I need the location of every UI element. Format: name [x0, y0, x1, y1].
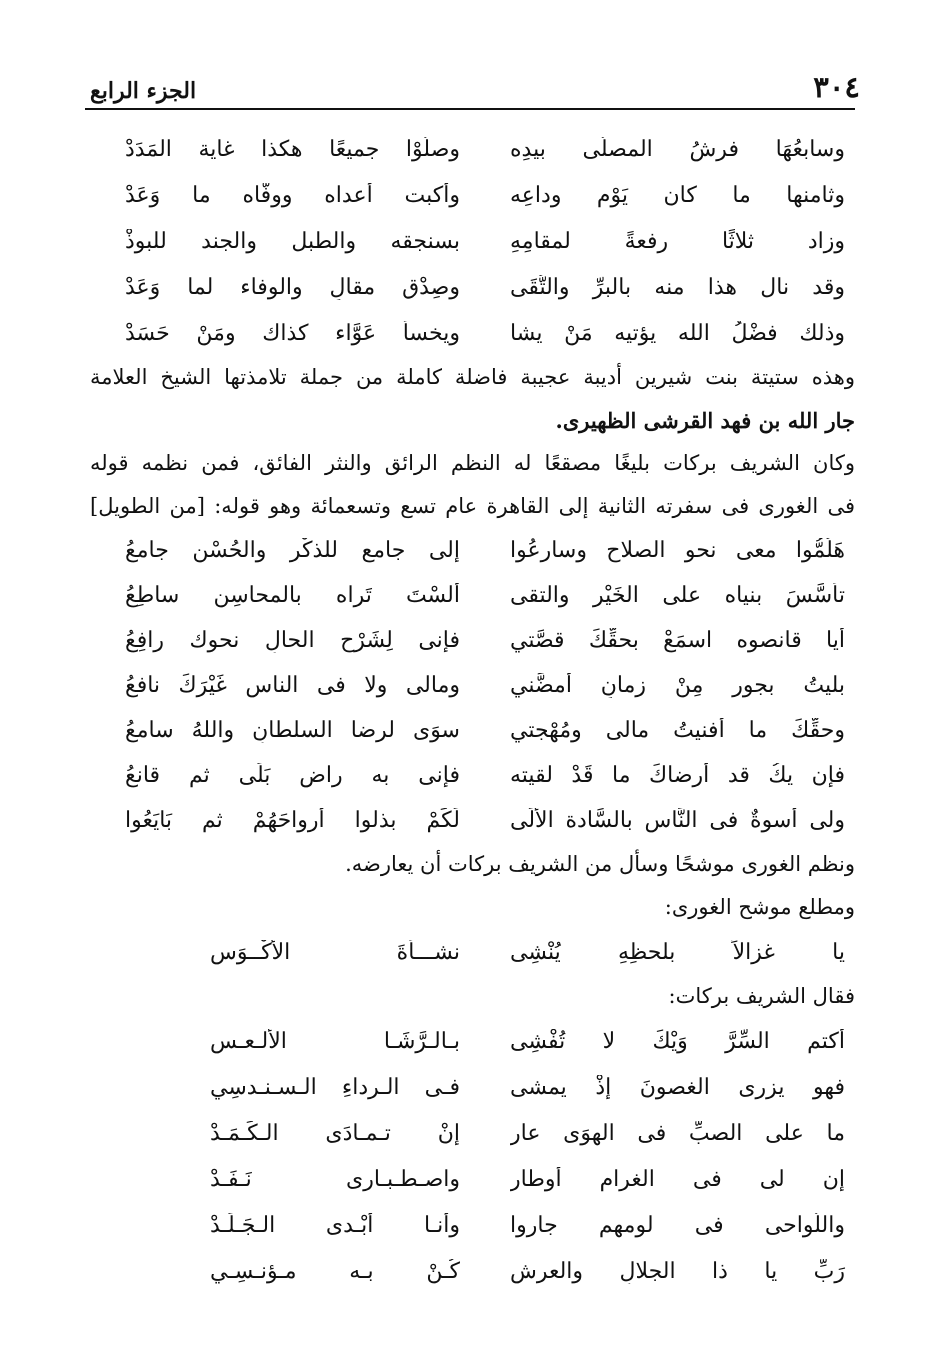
paragraph-line: ونظم الغورى موشحًا وسأل من الشريف بركات أن يعارضه. [345, 852, 855, 876]
first-hemistich: أكتم السِّرَّ وَيْكَ لا تُفْشِى [510, 1028, 845, 1054]
second-hemistich: وأنـا أبْـدى الـجَـلَـدْ [210, 1212, 460, 1238]
second-hemistich: وصلَّوْا جميعًا هكذا غاية المَدَدْ [125, 136, 460, 162]
second-hemistich: إلى جامعٍ للذكْرِ والحُسْن جامعُ [125, 538, 460, 563]
second-hemistich: إنْ تـمـادَى الـكَـمَـدْ [210, 1120, 460, 1146]
verse [90, 126, 855, 172]
second-hemistich: كُـنْ بـه مـؤنـسِـي [210, 1258, 460, 1284]
first-hemistich: وزاد ثلاثًا رفعةً لمقامِهِ [510, 228, 845, 254]
page-header [90, 60, 860, 104]
paragraph-line: فى الغورى فى سفرته الثانية إلى القاهرة عام تسع وتسعمائة وهو قوله: [من الطويل] [90, 494, 855, 518]
poem-2 [90, 528, 855, 843]
first-hemistich: فإن يكُ قد أرضاكَ ما قَدْ لقيته [510, 763, 845, 788]
muwashshah-opening-verse [90, 929, 855, 975]
verse [90, 1110, 855, 1156]
first-hemistich: تأسَّسَ بنياه على الخَيْرِ والتقى [510, 583, 845, 608]
page-number: ٣٠٤ [813, 70, 860, 104]
second-hemistich: بـالـرَّشَـا الألـعـسِ [210, 1028, 460, 1054]
second-hemistich: نشـــأةَ الأكْــوَسِ [210, 939, 460, 965]
second-hemistich: فإنى لِشَرْحِ الحالِ نحوك رافِعُ [125, 628, 460, 653]
verse [90, 618, 855, 663]
paragraph-line: وكان الشريف بركات بليغًا مصقعًا له النظم الرائق والنثر الفائق، فمن نظمه قوله [90, 451, 855, 475]
first-hemistich: فهو يزرى الغصونَ إذْ يمشى [510, 1074, 845, 1100]
paragraph-barakat [90, 442, 855, 528]
verse [90, 528, 855, 573]
first-hemistich: وحقِّكَ ما أفنيتُ مالى ومُهْجتي [510, 718, 845, 743]
first-hemistich: رَبِّ يا ذا الجلالِ والعرش [510, 1258, 845, 1284]
paragraph-line: وهذه ستيتة بنت شيرين أديبة عجيبة فاضلة كاملة من جملة تلامذتها الشيخ العلامة [90, 365, 855, 389]
paragraph-sitita [90, 356, 855, 442]
verse [90, 1018, 855, 1064]
second-hemistich: بسنجقه والطبل والجند للبوذْ [125, 228, 460, 254]
second-hemistich: وأكبت أعداه ووفَّاه ما وَعَدْ [125, 182, 460, 208]
verse [90, 1156, 855, 1202]
verse [90, 172, 855, 218]
page-body [90, 126, 855, 1294]
second-hemistich: ألسْتَ تَراه بالمحاسِنِ ساطِعُ [125, 583, 460, 608]
verse [90, 1202, 855, 1248]
paragraph-line: جار الله بن فهد القرشى الظهيرى. [555, 408, 855, 433]
paragraph-line: فقال الشريف بركات: [668, 984, 855, 1008]
first-hemistich: أيا قانصوه اسمَعْ بحقِّكَ قصَّتي [510, 628, 845, 653]
second-hemistich: واصـطـبـارى نَـفَـدْ [210, 1166, 460, 1192]
verse [90, 798, 855, 843]
paragraph-line: ومطلع موشح الغورى: [664, 895, 855, 919]
verse [90, 663, 855, 708]
first-hemistich: إن لى فى الغرامِ أوطار [510, 1166, 845, 1192]
first-hemistich: ولى أسوةٌ فى النَّاسِ بالسَّادة الألَى [510, 808, 845, 833]
verse [90, 753, 855, 798]
running-title: الجزء الرابع [90, 78, 197, 104]
first-hemistich: وقد نال هذا منه بالبرِّ والتُّقَى [510, 274, 845, 300]
second-hemistich: فـى الـرداءِ الـسـنـدسِي [210, 1074, 460, 1100]
poem-3 [90, 1018, 855, 1294]
first-hemistich: وثامنها ما كان يَوْم وداعِه [510, 182, 845, 208]
verse [90, 264, 855, 310]
paragraph-muwashshah [90, 843, 855, 929]
second-hemistich: لَكَمْ بذلوا أرواحَهُمْ ثم بَايَعُوا [125, 808, 460, 833]
verse [90, 1248, 855, 1294]
verse [90, 1064, 855, 1110]
first-hemistich: يا غزالاً بلحظِهِ يُنْشِى [510, 939, 845, 965]
second-hemistich: فإنى به راضٍ بَلَى ثم قانعُ [125, 763, 460, 788]
first-hemistich: ما على الصبِّ فى الهوَى عار [510, 1120, 845, 1146]
first-hemistich: بليتُ بجور مِنْ زمانٍ أمضَّني [510, 673, 845, 698]
second-hemistich: سوَى لرضا السلطانِ واللهُ سامعُ [125, 718, 460, 743]
first-hemistich: هَلُمُّوا معى نحو الصلاحِ وسارعُوا [510, 538, 845, 563]
second-hemistich: وصِدْقِ مقالٍ والوفاء لما وَعَدْ [125, 274, 460, 300]
poem-1 [90, 126, 855, 356]
first-hemistich: واللَّواحى فى لومهم جاروا [510, 1212, 845, 1238]
verse [90, 310, 855, 356]
second-hemistich: ويخسأ عَوَّاء كذاك ومَنْ حَسَدْ [125, 320, 460, 346]
paragraph-reply [90, 975, 855, 1018]
first-hemistich: وذلك فضْلُ الله يؤتيه مَنْ يشا [510, 320, 845, 346]
verse [90, 708, 855, 753]
verse [90, 573, 855, 618]
second-hemistich: ومالى ولا فى الناسِ غَيْرَكَ نافعُ [125, 673, 460, 698]
verse [90, 218, 855, 264]
header-rule [85, 108, 855, 110]
first-hemistich: وسابعُهَا فرشُ المصلَّى بيدِه [510, 136, 845, 162]
